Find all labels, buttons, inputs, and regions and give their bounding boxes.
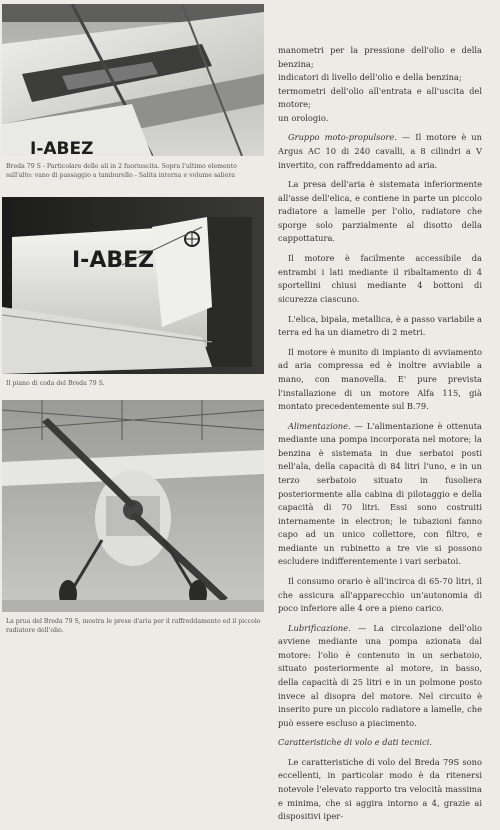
- paragraph-text: — Il motore è un Argus AC 10 di 240 cavalli, a 8 cilindri a V invertito, con raffreddamento ad aria.: [278, 132, 482, 170]
- engine-paragraph: [278, 131, 482, 172]
- photo-caption: Breda 79 S - Particolare delle ali in 2 fuoriuscita. Sopra l'ultimo elemento sull'alto: vano di passaggio a tamburello - Salita interna e volume saliera: [6, 163, 237, 179]
- photo-tail: [2, 197, 264, 374]
- photo-caption: Il piano di coda del Breda 79 S.: [6, 380, 105, 387]
- section-heading-engine: Gruppo moto-propulsore.: [288, 132, 397, 143]
- instrument-item: termometri dell'olio all'entrata e all'uscita del motore;: [278, 85, 482, 110]
- paragraph: Il consumo orario è all'incirca di 65-70 litri, il che assicura all'apparecchio un'autonomia di poco inferiore alle 4 ore a pieno carico.: [278, 576, 482, 614]
- photo-registration-text: I-ABEZ: [72, 248, 155, 273]
- section-heading-fuel: Alimentazione.: [288, 420, 351, 431]
- paragraph-text: — La circolazione dell'olio avviene mediante una pompa azionata dal motore: l'olio è contenuto in un serbatoio, situato posteriormente al motore, in basso, della capacità di 25 litri e in un polmone posto invece al disopra del motore. Nel circuito è inserito pure un piccolo radiatore a lamelle, che può essere escluso a piacimento.: [278, 622, 482, 728]
- paragraph-text: — L'alimentazione è ottenuta mediante una pompa incorporata nel motore; la benzina è sistemata in due serbatoi posti nell'ala, della capacità di 84 litri l'uno, e in un terzo serbatoio situato in fusoliera posteriormente alla cabina di pilotaggio e della capacità di 70 litri. Essi sono costruiti internamente in electron; le tubazioni fanno capo ad un unico collettore, con filtro, e mediante un rubinetto a tre vie si possono escludere indifferentemente i vari serbatoi.: [278, 420, 482, 567]
- section-heading-flight: Caratteristiche di volo e dati tecnici.: [278, 737, 433, 748]
- paragraph: Le caratteristiche di volo del Breda 79S sono eccellenti, in particolar modo è da ritenersi notevole l'elevato rapporto tra velocità massima e minima, che si aggira intorno a 4, grazie ai dispositivi iper-: [278, 756, 482, 822]
- paragraph: Il motore è facilmente accessibile da entrambi i lati mediante il ribaltamento di 4 sportellini chiusi mediante 4 bottoni di sicurezza ciascuno.: [278, 253, 482, 304]
- instrument-item: un orologio.: [278, 112, 329, 123]
- photo-nose: [2, 400, 264, 612]
- nose-image: [2, 400, 264, 612]
- paragraph: La presa dell'aria è sistemata inferiormente all'asse dell'elica, e contiene in parte un piccolo radiatore a lamelle per l'olio, radiatore che sporge solo parzialmente al disotto della cappottatura.: [278, 179, 482, 244]
- paragraph: Il motore è munito di impianto di avviamento ad aria compressa ed è inoltre avviabile a mano, con manovella. E' pure prevista l'installazione di un motore Alfa 115, già montato precedentemente sul B.79.: [278, 346, 482, 412]
- wing-detail-image: [2, 4, 264, 156]
- fuel-paragraph: [278, 420, 482, 569]
- instrument-item: manometri per la pressione dell'olio e della benzina;: [278, 45, 482, 69]
- photo-registration-text: I-ABEZ: [30, 139, 94, 156]
- tail-image: [2, 197, 264, 374]
- section-heading-lubrication: Lubrificazione.: [288, 622, 351, 633]
- photo-caption: La prua del Breda 79 S, mostra le prese d'aria per il raffreddamento ed il piccolo radiatore dell'olio.: [6, 618, 261, 634]
- article-column: [278, 44, 482, 830]
- instrument-item: indicatori di livello dell'olio e della benzina;: [278, 72, 462, 83]
- lube-paragraph: [278, 622, 482, 730]
- paragraph: L'elica, bipala, metallica, è a passo variabile a terra ed ha un diametro di 2 metri.: [278, 313, 482, 338]
- photo-wing-detail: [2, 4, 264, 156]
